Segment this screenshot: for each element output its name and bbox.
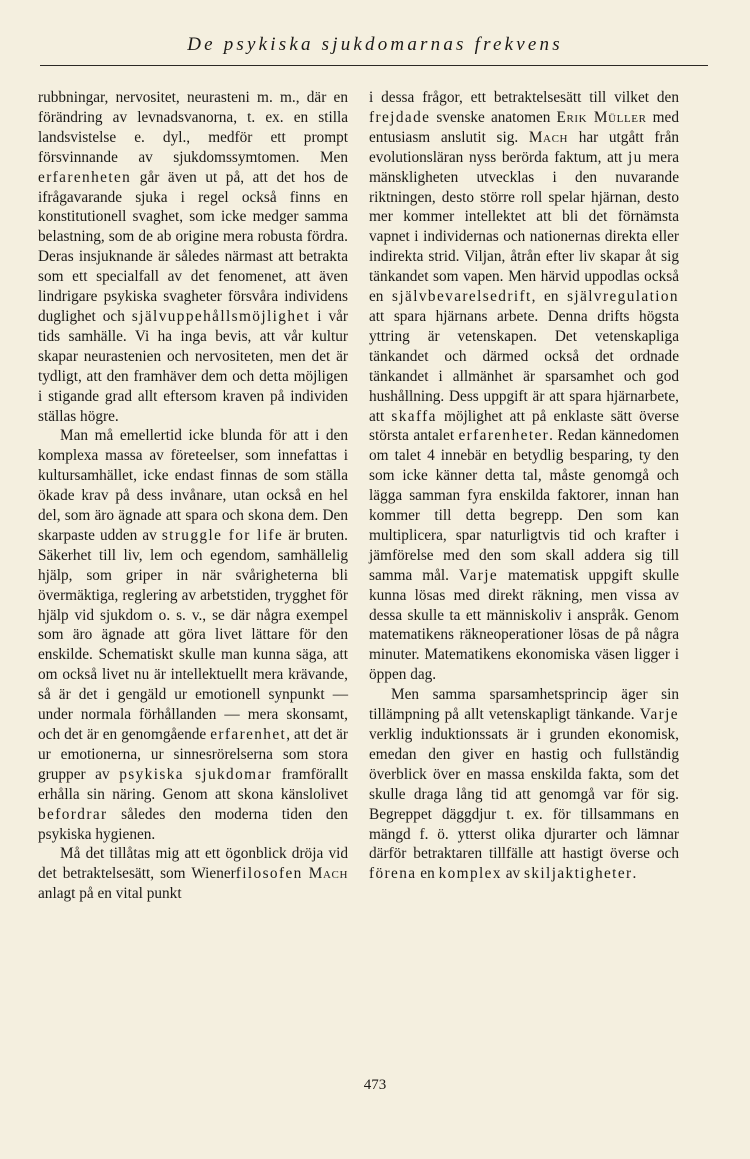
text-run: anlagt på en vital punkt	[38, 885, 182, 903]
paragraph	[38, 844, 348, 904]
header-rule	[40, 65, 708, 66]
spaced-emphasis: förena	[369, 865, 417, 883]
spaced-emphasis: filosofen	[235, 865, 303, 883]
text-run: möjlighet att på enklaste sätt överse största antalet	[369, 407, 679, 445]
paragraph	[369, 685, 679, 884]
text-run: svenske anatomen	[430, 108, 557, 126]
text-run: Man må emellertid icke blunda för att i den komplexa massa av företeelser, som innefattas i kultursamhället, icke endast finnas de som ställa ökade krav på dess invånare, utan också en hel del, som äro ägnade att spara och skona dem. Den skarpaste udden av	[38, 427, 348, 544]
text-run: matematisk uppgift skulle kunna lösas med direkt räkning, men vissa av dessa skulle ta ett människoliv i anspråk. Genom matematikens räkneoperationer lösas de på några minuter. Matematikens ekonomiska väsen ligger i öppen dag.	[369, 566, 679, 684]
spaced-emphasis: frejdade	[369, 108, 431, 126]
spaced-emphasis: erfarenhet	[210, 726, 287, 743]
spaced-emphasis: erfarenheter	[458, 427, 550, 445]
paragraph	[38, 426, 348, 844]
spaced-emphasis: skaffa	[391, 407, 437, 425]
spaced-emphasis: befordrar	[38, 805, 108, 823]
small-caps-name: Mach	[528, 128, 569, 146]
text-run: med entusiasm anslutit sig.	[369, 108, 679, 146]
text-run: en	[416, 865, 439, 883]
spaced-emphasis: erfarenheten	[38, 168, 132, 186]
paragraph	[38, 88, 348, 426]
text-run: mera mänskligheten utvecklas i den nuvarande riktningen, desto större roll spelar hjärnan, desto mer kommer intellektet att bli det förnämsta vapnet i individernas och nationernas direkta eller indirekta strid. Viljan, åtrån efter liv skapar åt sig tänkandet som vapen. Men härvid uppodlas också en	[369, 148, 679, 306]
text-run: har utgått från evolutionsläran nyss berörda faktum, att	[369, 128, 680, 166]
text-run: således den moderna tiden den psykiska hygienen.	[38, 805, 348, 843]
spaced-emphasis: ju	[628, 148, 643, 166]
spaced-emphasis: psykiska sjukdomar	[119, 765, 273, 783]
text-run: framförallt erhålla sin näring. Genom att skona känslolivet	[38, 765, 348, 803]
spaced-emphasis: självbevarelsedrift	[392, 288, 532, 306]
text-run: i vår tids samhälle. Vi ha inga bevis, att vår kultur skapar neurastenien och nervositeten, men det är tydligt, att den framhäver dem och detta möjligen i stigande grad allt eftersom kraven på individen ställas högre.	[38, 307, 348, 425]
text-run: går även ut på, att det hos de ifrågavarande sjuka i regel också finns en konstitutionell svaghet, som icke medger samma belastning, som de ab origine mera robusta fördra. Deras insjuknande är således närmast att betrakta som ett specialfall av det fenomenet, att även lindrigare psykiska svagheter försvåra individens duglighet och	[38, 168, 348, 325]
spaced-emphasis: självregulation	[567, 288, 679, 306]
text-run: i dessa frågor, ett betraktelsesätt till vilket den	[369, 89, 679, 106]
spaced-emphasis: komplex	[438, 865, 502, 883]
paragraph	[369, 88, 679, 685]
spaced-emphasis: Varje	[639, 706, 679, 724]
right-column	[369, 88, 679, 884]
text-run: . Redan kännedomen om talet 4 innebär en betydlig besparing, ty den som icke känner detta tal, måste genomgå och lägga samman fyra enskilda faktorer, innan han kommer till detta begrepp. Den som kan multiplicera, spar naturligtvis tid och krafter i jämförelse med den som skall addera sig till samma mål.	[369, 427, 679, 584]
small-caps-name: Mach	[308, 865, 348, 883]
small-caps-name: Erik Müller	[556, 108, 647, 126]
text-run: , en	[531, 288, 568, 306]
text-run: rubbningar, nervositet, neurasteni m. m., där en förändring av levnadsvanorna, t. ex. en stilla landsvistelse e. dyl., medför ett prompt försvinnande av sjukdomssymtomen. Men	[38, 89, 348, 166]
text-run: Må det tillåtas mig att ett ögonblick dröja vid det betraktelsesätt, som Wiener	[38, 845, 348, 883]
page-number: 473	[363, 1077, 387, 1093]
spaced-emphasis: struggle for life	[161, 526, 284, 544]
left-column	[38, 88, 348, 904]
text-run: är bruten. Säkerhet till liv, lem och egendom, samhällelig hjälp, som griper in när svårigheterna bli övermäktiga, reglering av arbetstiden, trygghet för hjälp vid sjukdom o. s. v., se där några exempel som äro ägnade att göra livet lättare för den enskilde. Schematiskt skulle man kunna säga, att om också livet nu är intellektuellt mera krävande, så är det i gengäld ur emotionell synpunkt — under normala förhållanden — mera skonsamt, och det är en genomgående	[38, 526, 349, 743]
text-run: Men samma sparsamhetsprincip äger sin tillämpning på allt vetenskapligt tänkande.	[369, 686, 679, 724]
text-run: , att det är ur emotionerna, ur sinnesrörelserna som stora grupper av	[38, 726, 348, 783]
text-run: .	[632, 865, 637, 883]
text-run: verklig induktionssats är i grunden ekonomisk, emedan den giver en hastig och fullständig överblick över en massa enskilda fakta, som det skulle draga lång tid att genomgå var för sig. Begreppet däggdjur t. ex. för tillsammans en mängd f. ö. ytterst olika djurarter och lämnar därför betraktaren tillfälle att hastigt överse och	[369, 726, 679, 863]
spaced-emphasis: självuppehållsmöjlighet	[131, 307, 311, 325]
text-run: av	[501, 865, 524, 883]
spaced-emphasis: skiljaktigheter	[524, 865, 633, 883]
spaced-emphasis: Varje	[458, 566, 499, 584]
running-head-title: De psykiska sjukdomarnas frekvens	[187, 34, 563, 55]
text-run: att spara hjärnans arbete. Denna drifts högsta yttring är vetenskapen. Det vetenskapliga tänkandet och därmed också det ordnade tänkandet i allmänhet är sparsamhet och god hushållning. Dess uppgift är att spara hjärnarbete, att	[369, 307, 679, 425]
